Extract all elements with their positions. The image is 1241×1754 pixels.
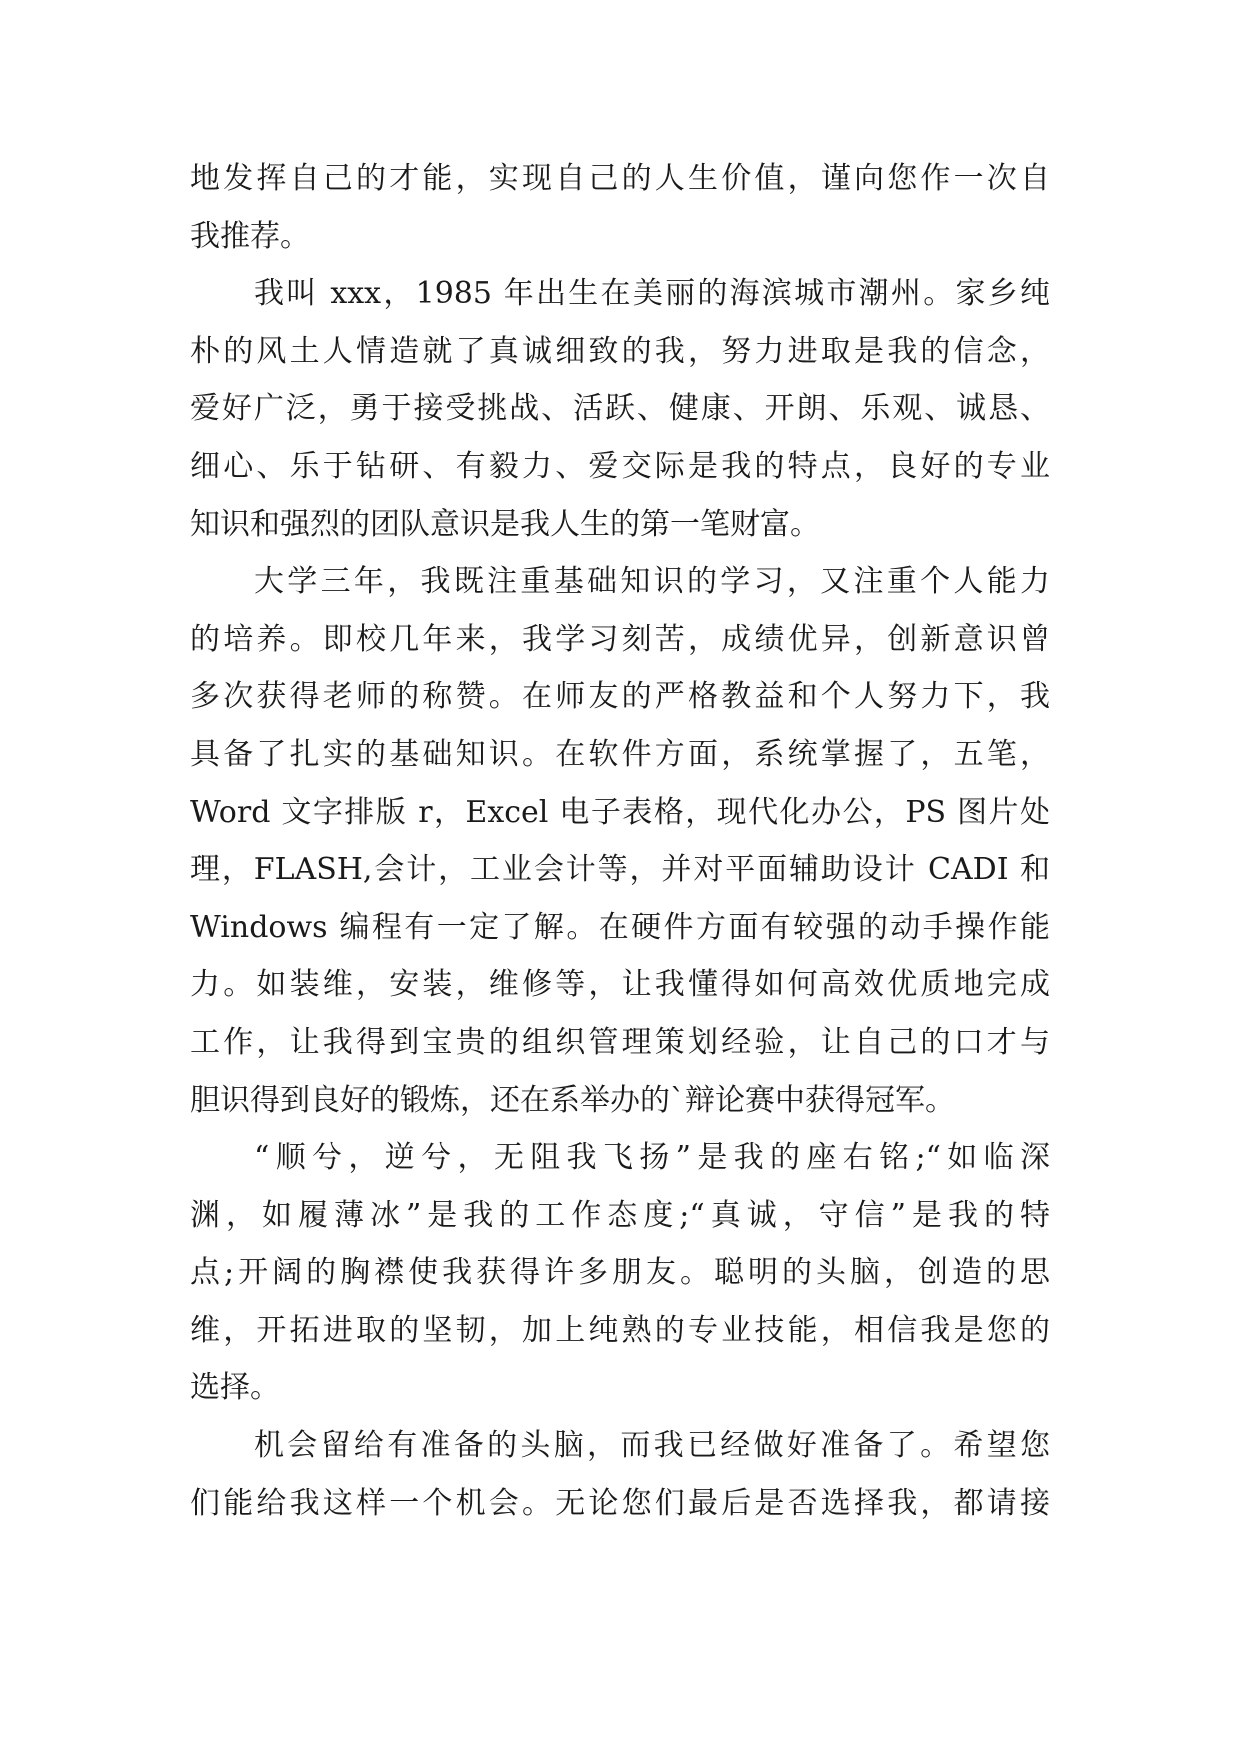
text-line: 们能给我这样一个机会。无论您们最后是否选择我，都请接 [190, 1485, 1050, 1521]
paragraph-start-line: 大学三年，我既注重基础知识的学习，又注重个人能力 [254, 564, 1050, 600]
text-line: 胆识得到良好的锻炼，还在系举办的`辩论赛中获得冠军。 [190, 1082, 955, 1118]
text-line: 多次获得老师的称赞。在师友的严格教益和个人努力下，我 [190, 679, 1050, 715]
text-line: 爱好广泛，勇于接受挑战、活跃、健康、开朗、乐观、诚恳、 [190, 391, 1050, 427]
text-line: Windows 编程有一定了解。在硬件方面有较强的动手操作能 [190, 909, 1050, 945]
text-line: 维，开拓进取的坚韧，加上纯熟的专业技能，相信我是您的 [190, 1312, 1050, 1348]
document-body [190, 150, 1050, 1532]
text-line: 力。如装维，安装，维修等，让我懂得如何高效优质地完成 [190, 967, 1050, 1003]
text-line: 的培养。即校几年来，我学习刻苦，成绩优异，创新意识曾 [190, 621, 1050, 657]
text-line: 地发挥自己的才能，实现自己的人生价值，谨向您作一次自 [190, 161, 1050, 196]
text-line: 我推荐。 [190, 218, 310, 254]
text-line: 细心、乐于钻研、有毅力、爱交际是我的特点，良好的专业 [190, 448, 1050, 484]
text-line: 工作，让我得到宝贵的组织管理策划经验，让自己的口才与 [190, 1024, 1050, 1060]
text-line: 选择。 [190, 1370, 280, 1406]
text-line: 知识和强烈的团队意识是我人生的第一笔财富。 [190, 506, 820, 542]
text-line: 理，FLASH,会计，工业会计等，并对平面辅助设计 CADI 和 [190, 852, 1050, 888]
text-line: 具备了扎实的基础知识。在软件方面，系统掌握了，五笔， [190, 736, 1050, 772]
paragraph-start-line: 机会留给有准备的头脑，而我已经做好准备了。希望您 [254, 1428, 1050, 1464]
paragraph-start-line: “顺兮，逆兮，无阻我飞扬”是我的座右铭;“如临深 [254, 1140, 1050, 1176]
text-line: 朴的风土人情造就了真诚细致的我，努力进取是我的信念， [190, 333, 1050, 369]
text-line: 点;开阔的胸襟使我获得许多朋友。聪明的头脑，创造的思 [190, 1255, 1050, 1291]
paragraph-start-line: 我叫 xxx，1985 年出生在美丽的海滨城市潮州。家乡纯 [254, 276, 1050, 312]
text-line: 渊，如履薄冰”是我的工作态度;“真诚，守信”是我的特 [190, 1197, 1050, 1233]
text-line: Word 文字排版 r，Excel 电子表格，现代化办公，PS 图片处 [190, 794, 1050, 830]
